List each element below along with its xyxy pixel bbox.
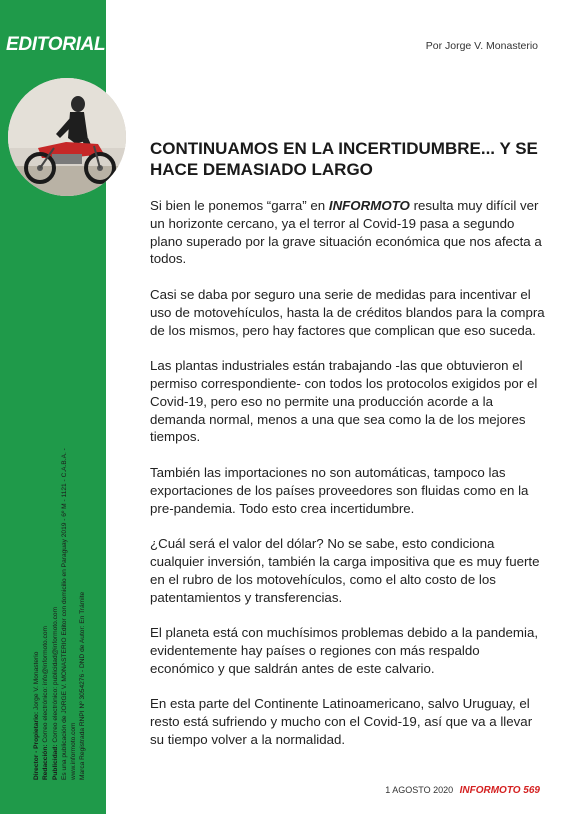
credit-line: www.informoto.com xyxy=(70,722,78,780)
issue-date: 1 AGOSTO 2020 xyxy=(385,785,454,795)
credit-line: Publicidad: Correo electrónico: publicidad@informoto.com xyxy=(51,606,59,780)
page-footer xyxy=(385,785,540,796)
credit-line: Director - Propietario: Jorge V. Monasterio xyxy=(33,651,40,780)
paragraph: En esta parte del Continente Latinoamericano, salvo Uruguay, el resto está sufriendo y mucho con el Covid-19, así que va a llevar su tiempo volver a la normalidad. xyxy=(150,696,533,747)
issue-number: INFORMOTO 569 xyxy=(459,785,540,796)
motorcycle-rider-image xyxy=(8,78,126,196)
paragraph: Casi se daba por seguro una serie de medidas para incentivar el uso de motovehículos, hasta la de créditos blandos para la compra de los mismos, pero hay factores que complican que eso suceda. xyxy=(150,286,545,338)
paragraph: Si bien le ponemos “garra” en INFORMOTO resulta muy difícil ver un horizonte cercano, ya el terror al Covid-19 pasa a segundo plano superado por la grave situación económica que nos afecta a todos. xyxy=(150,198,542,267)
paragraph: El planeta está con muchísimos problemas debido a la pandemia, evidentemente hay países o regiones con más respaldo económico y que saldrán antes de este calvario. xyxy=(150,625,539,676)
section-label: EDITORIAL xyxy=(6,34,106,55)
publisher-credits xyxy=(32,360,88,780)
paragraph: ¿Cuál será el valor del dólar? No se sabe, esto condiciona cualquier inversión, también la carga impositiva que es muy fuerte en el rubro de los motovehículos, como el alto costo de los patentamientos y transferencias. xyxy=(150,536,540,605)
credit-line: Es una publicación de JORGE V. MONASTERIO Editor con domicilio en Paraguay 2019 - 6º M - 1121 - C.A.B.A. - xyxy=(60,448,68,780)
headline: CONTINUAMOS EN LA INCERTIDUMBRE... Y SE HACE DEMASIADO LARGO xyxy=(150,139,538,179)
credit-line: Marca Registrada RNPI Nº 3054276 - DND de Autor: En Trámite xyxy=(79,591,87,780)
byline: Por Jorge V. Monasterio xyxy=(425,40,538,52)
paragraph: También las importaciones no son automáticas, tampoco las exportaciones de los países proveedores son fluidas como en la pre-pandemia. Todo esto crea incertidumbre. xyxy=(150,464,529,516)
paragraph: Las plantas industriales están trabajando -las que obtuvieron el permiso correspondiente- con todos los protocolos exigidos por el Covid-19, pero eso no permite una producción acorde a la demanda normal, menos a una que sea como la de los mejores tiempos. xyxy=(150,358,538,445)
credit-line: Redacción: Correo electrónico: info@informoto.com xyxy=(42,625,50,780)
author-photo xyxy=(8,78,126,196)
article-body xyxy=(150,197,546,767)
brand-name: INFORMOTO xyxy=(328,198,410,213)
